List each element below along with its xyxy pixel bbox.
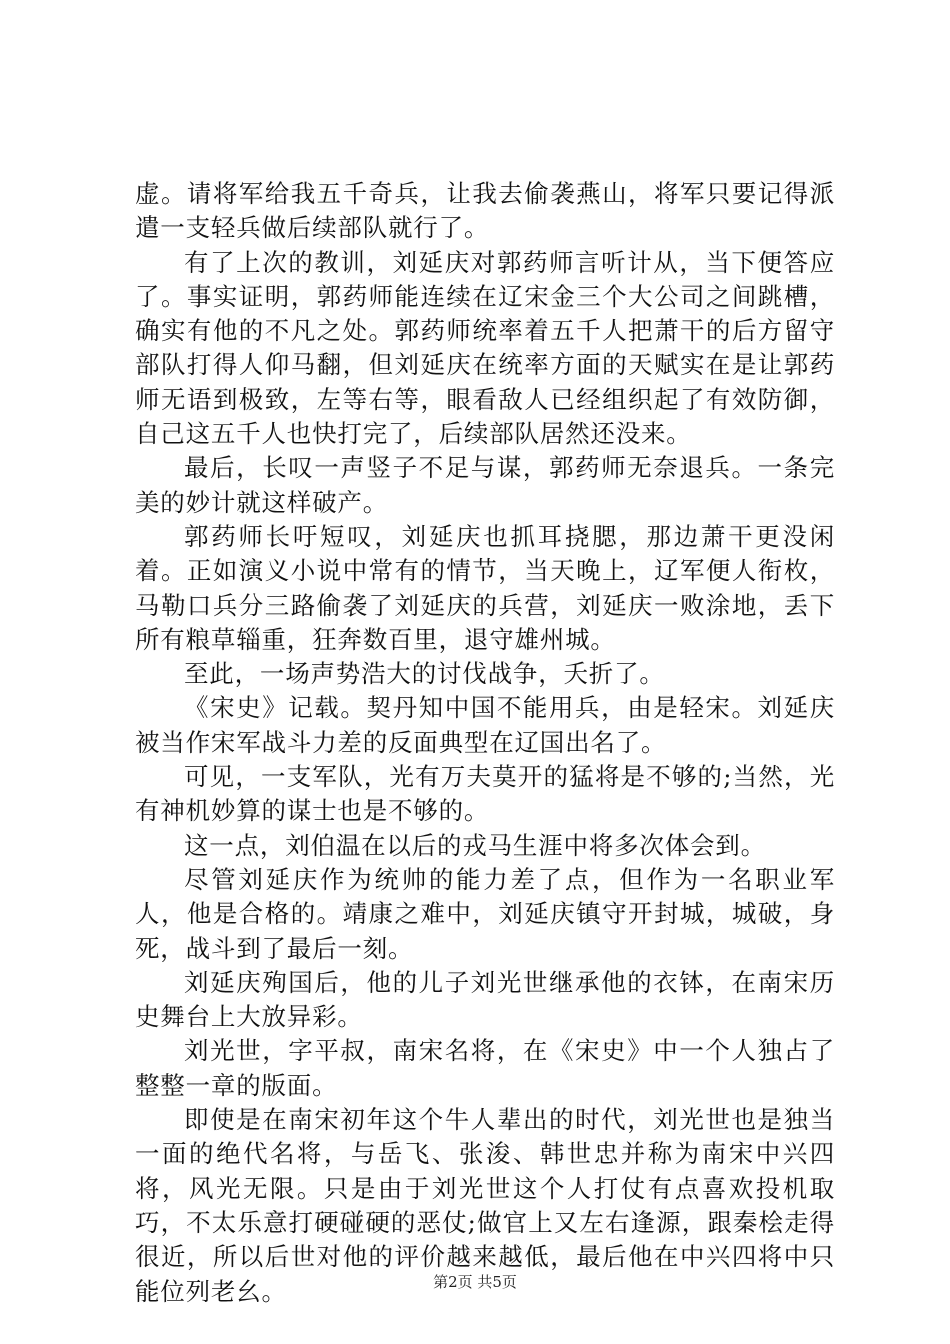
paragraph: 至此，一场声势浩大的讨伐战争，夭折了。 (184, 659, 665, 689)
paragraph: 尽管刘延庆作为统帅的能力差了点，但作为一名职业军人，他是合格的。靖康之难中，刘延庆镇守开封城，城破，身死，战斗到了最后一刻。 (135, 864, 835, 963)
paragraph: 有了上次的教训，刘延庆对郭药师言听计从，当下便答应了。事实证明，郭药师能连续在辽宋金三个大公司之间跳槽，确实有他的不凡之处。郭药师统率着五千人把萧干的后方留守部队打得人仰马翻，但刘延庆在统率方面的天赋实在是让郭药师无语到极致，左等右等，眼看敌人已经组织起了有效防御，自己这五千人也快打完了，后续部队居然还没来。 (135, 247, 835, 449)
page-footer (0, 1272, 950, 1292)
body-text (135, 177, 835, 1309)
paragraph: 即使是在南宋初年这个牛人辈出的时代，刘光世也是独当一面的绝代名将，与岳飞、张浚、韩世忠并称为南宋中兴四将，风光无限。只是由于刘光世这个人打仗有点喜欢投机取巧，不太乐意打硬碰硬的恶仗;做官上又左右逢源，跟秦桧走得很近，所以后世对他的评价越来越低，最后他在中兴四将中只能位列老幺。 (135, 1105, 835, 1306)
paragraph: 郭药师长吁短叹，刘延庆也抓耳挠腮，那边萧干更没闲着。正如演义小说中常有的情节，当天晚上，辽军便人衔枚，马勒口兵分三路偷袭了刘延庆的兵营，刘延庆一败涂地，丢下所有粮草辎重，狂奔数百里，退守雄州城。 (135, 521, 835, 654)
paragraph: 可见，一支军队，光有万夫莫开的猛将是不够的;当然，光有神机妙算的谋士也是不够的。 (135, 762, 835, 826)
paragraph: 刘延庆殉国后，他的儿子刘光世继承他的衣钵，在南宋历史舞台上大放异彩。 (135, 967, 835, 1032)
paragraph: 《宋史》记载。契丹知中国不能用兵，由是轻宋。刘延庆被当作宋军战斗力差的反面典型在辽国出名了。 (135, 693, 835, 757)
page-number: 第2页 共5页 (433, 1273, 517, 1291)
paragraph: 这一点，刘伯温在以后的戎马生涯中将多次体会到。 (184, 830, 766, 860)
paragraph: 虚。请将军给我五千奇兵，让我去偷袭燕山，将军只要记得派遣一支轻兵做后续部队就行了。 (135, 179, 835, 243)
paragraph: 刘光世，字平叔，南宋名将，在《宋史》中一个人独占了整整一章的版面。 (135, 1036, 835, 1100)
paragraph: 最后，长叹一声竖子不足与谋，郭药师无奈退兵。一条完美的妙计就这样破产。 (135, 453, 835, 517)
